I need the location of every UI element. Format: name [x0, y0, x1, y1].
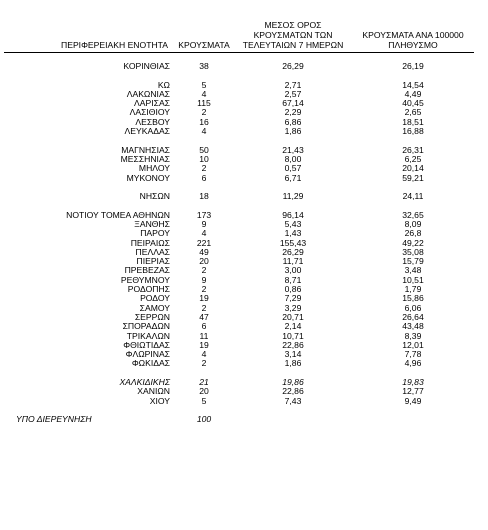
- cell-cases: 4: [201, 88, 207, 99]
- cell-cases: 2: [201, 107, 207, 118]
- cell-region: ΣΠΟΡΑΔΩΝ: [122, 321, 170, 332]
- cell-cases: 9: [201, 218, 207, 229]
- cell-per100k: 18,51: [402, 116, 424, 127]
- cell-per100k: 49,22: [402, 237, 424, 248]
- cell-avg7: 26,29: [282, 60, 304, 71]
- cell-per100k: 43,48: [402, 321, 424, 332]
- cell-region: ΣΑΜΟΥ: [139, 302, 170, 313]
- cell-cases: 21: [199, 377, 209, 388]
- cell-avg7: 11,29: [282, 191, 304, 202]
- cell-per100k: 15,79: [402, 256, 424, 267]
- cell-avg7: 3,00: [284, 265, 302, 276]
- cell-region: ΧΑΛΚΙΔΙΚΗΣ: [119, 377, 170, 388]
- cell-region: ΧΙΟΥ: [149, 395, 170, 406]
- cell-region: ΠΑΡΟΥ: [140, 228, 170, 239]
- cell-cases: 18: [199, 191, 209, 202]
- table-row: [4, 192, 474, 201]
- cell-cases: 49: [199, 246, 209, 257]
- cell-cases: 221: [196, 237, 212, 248]
- table-header: [4, 10, 474, 52]
- header-region: ΠΕΡΙΦΕΡΕΙΑΚΗ ΕΝΟΤΗΤΑ: [61, 39, 168, 50]
- cell-cases: 4: [201, 349, 207, 360]
- cell-region: ΦΛΩΡΙΝΑΣ: [125, 349, 170, 360]
- cell-cases: 19: [199, 339, 209, 350]
- cell-per100k: 1,79: [404, 284, 422, 295]
- header-per100k: ΚΡΟΥΣΜΑΤΑ ΑΝΑ 100000 ΠΛΗΘΥΣΜΟ: [362, 29, 464, 50]
- cell-per100k: 15,86: [402, 293, 424, 304]
- cell-per100k: 7,78: [404, 349, 422, 360]
- cell-avg7: 1,43: [284, 228, 302, 239]
- cell-per100k: [352, 415, 474, 424]
- cell-per100k: 12,01: [402, 339, 424, 350]
- cell-cases: 2: [201, 302, 207, 313]
- cell-region: ΦΩΚΙΔΑΣ: [131, 358, 170, 369]
- header-cases: ΚΡΟΥΣΜΑΤΑ: [178, 39, 230, 50]
- cell-per100k: 40,45: [402, 98, 424, 109]
- cell-per100k: 16,88: [402, 126, 424, 137]
- cell-region: ΜΗΛΟΥ: [138, 163, 170, 174]
- cell-cases: 16: [199, 116, 209, 127]
- table-row: [4, 322, 474, 331]
- cell-region: ΣΕΡΡΩΝ: [134, 311, 170, 322]
- cell-region: ΛΕΥΚΑΔΑΣ: [124, 126, 170, 137]
- cell-avg7: 1,86: [284, 358, 302, 369]
- cell-avg7: 2,29: [284, 107, 302, 118]
- cell-cases: 2: [201, 163, 207, 174]
- cell-per100k: 6,06: [404, 302, 422, 313]
- cell-per100k: 24,11: [402, 191, 424, 202]
- cell-per100k: 26,19: [402, 60, 424, 71]
- cell-per100k: 9,49: [404, 395, 422, 406]
- cell-per100k: 4,96: [404, 358, 422, 369]
- cell-region: ΠΙΕΡΙΑΣ: [136, 256, 170, 267]
- cell-avg7: 2,14: [284, 321, 302, 332]
- table-row: [4, 294, 474, 303]
- cell-per100k: 26,8: [404, 228, 422, 239]
- table-row: [4, 80, 474, 89]
- table-row: [4, 173, 474, 182]
- cell-avg7: 26,29: [282, 246, 304, 257]
- cell-region: ΥΠΟ ΔΙΕΡΕΥΝΗΣΗ: [16, 414, 92, 425]
- table-row: [4, 257, 474, 266]
- cell-avg7: 0,86: [284, 284, 302, 295]
- table-row: [4, 415, 474, 424]
- cell-region: ΠΡΕΒΕΖΑΣ: [124, 265, 170, 276]
- cell-avg7: 6,86: [284, 116, 302, 127]
- cell-cases: 115: [197, 98, 211, 109]
- cell-region: ΤΡΙΚΑΛΩΝ: [126, 330, 170, 341]
- cell-region: ΧΑΝΙΩΝ: [137, 386, 170, 397]
- cell-region: ΠΕΙΡΑΙΩΣ: [130, 237, 170, 248]
- cell-avg7: 8,00: [284, 153, 302, 164]
- cell-cases: 11: [199, 330, 209, 341]
- cell-avg7: 1,86: [284, 126, 302, 137]
- cell-region: ΞΑΝΘΗΣ: [134, 218, 170, 229]
- table-row: [4, 62, 474, 71]
- table-row: [4, 350, 474, 359]
- table-row: [4, 211, 474, 220]
- table-row: [4, 145, 474, 154]
- cell-cases: 5: [201, 395, 207, 406]
- cell-per100k: 20,14: [402, 163, 424, 174]
- cell-per100k: 32,65: [402, 209, 424, 220]
- cell-region: ΜΥΚΟΝΟΥ: [126, 172, 170, 183]
- cell-avg7: 6,71: [284, 172, 302, 183]
- table-row: [4, 276, 474, 285]
- cell-per100k: 10,51: [402, 274, 424, 285]
- cell-region: ΠΕΛΛΑΣ: [135, 246, 170, 257]
- cell-cases: 100: [196, 414, 212, 425]
- cell-avg7: 21,43: [282, 144, 304, 155]
- cell-cases: 10: [199, 153, 209, 164]
- table-row: [4, 396, 474, 405]
- cell-cases: 19: [199, 293, 209, 304]
- cell-avg7: 2,57: [284, 88, 302, 99]
- cell-region: ΛΕΣΒΟΥ: [135, 116, 170, 127]
- cell-avg7: 155,43: [279, 237, 307, 248]
- cell-per100k: 59,21: [402, 172, 424, 183]
- cell-region: ΝΟΤΙΟΥ ΤΟΜΕΑ ΑΘΗΝΩΝ: [66, 209, 170, 220]
- cell-region: ΦΘΙΩΤΙΔΑΣ: [123, 339, 170, 350]
- cell-cases: 4: [201, 126, 207, 137]
- cell-region: ΜΑΓΝΗΣΙΑΣ: [121, 144, 170, 155]
- cell-avg7: 8,71: [284, 274, 302, 285]
- header-avg7: ΜΕΣΟΣ ΟΡΟΣ ΚΡΟΥΣΜΑΤΩΝ ΤΩΝ ΤΕΛΕΥΤΑΙΩΝ 7 ΗΜΕΡΩΝ: [242, 19, 344, 50]
- cell-avg7: 22,86: [282, 339, 304, 350]
- cell-avg7: 22,86: [282, 386, 304, 397]
- cases-table: [4, 10, 474, 424]
- table-row: [4, 387, 474, 396]
- cell-region: ΡΟΔΟΠΗΣ: [127, 284, 170, 295]
- cell-per100k: 19,83: [402, 377, 424, 388]
- cell-region: ΡΟΔΟΥ: [140, 293, 170, 304]
- cell-avg7: 0,57: [284, 163, 302, 174]
- table-row: [4, 220, 474, 229]
- table-row: [4, 127, 474, 136]
- cell-region: ΚΟΡΙΝΘΙΑΣ: [123, 60, 170, 71]
- cell-cases: 6: [201, 321, 207, 332]
- cell-region: ΝΗΣΩΝ: [139, 191, 170, 202]
- cell-avg7: 10,71: [282, 330, 304, 341]
- cell-region: ΚΩ: [157, 79, 170, 90]
- table-row: [4, 164, 474, 173]
- cell-cases: 38: [199, 60, 209, 71]
- cell-avg7: 2,71: [284, 79, 302, 90]
- cell-per100k: 12,77: [402, 386, 424, 397]
- cell-avg7: 11,71: [282, 256, 304, 267]
- cell-cases: 173: [196, 209, 212, 220]
- table-row: [4, 341, 474, 350]
- cell-avg7: 3,14: [284, 349, 302, 360]
- table-body: [4, 52, 474, 424]
- cell-avg7: 3,29: [284, 302, 302, 313]
- cell-avg7: 19,86: [282, 377, 304, 388]
- cell-region: ΜΕΣΣΗΝΙΑΣ: [120, 153, 170, 164]
- cell-per100k: 35,08: [402, 246, 424, 257]
- cell-per100k: 3,48: [404, 265, 422, 276]
- cell-avg7: [234, 415, 352, 424]
- cell-cases: 47: [199, 311, 209, 322]
- spacer-row: [4, 71, 474, 80]
- cell-per100k: 4,49: [404, 88, 422, 99]
- cell-per100k: 2,65: [404, 107, 422, 118]
- cell-per100k: 14,54: [402, 79, 424, 90]
- cell-region: ΡΕΘΥΜΝΟΥ: [120, 274, 170, 285]
- cell-per100k: 6,25: [404, 153, 422, 164]
- cell-per100k: 26,31: [402, 144, 424, 155]
- cell-region: ΛΑΣΙΘΙΟΥ: [129, 107, 170, 118]
- cell-region: ΛΑΚΩΝΙΑΣ: [126, 88, 170, 99]
- cell-cases: 50: [199, 144, 209, 155]
- cell-cases: 2: [201, 284, 207, 295]
- cell-avg7: 5,43: [284, 218, 302, 229]
- table-row: [4, 99, 474, 108]
- cell-cases: 9: [201, 274, 207, 285]
- cell-per100k: 8,09: [404, 218, 422, 229]
- cell-cases: 4: [201, 228, 207, 239]
- cell-cases: 2: [201, 265, 207, 276]
- cell-avg7: 7,43: [284, 395, 302, 406]
- cell-cases: 20: [199, 256, 209, 267]
- cell-region: ΛΑΡΙΣΑΣ: [134, 98, 170, 109]
- cell-per100k: 8,39: [404, 330, 422, 341]
- cell-cases: 20: [199, 386, 209, 397]
- cell-avg7: 67,14: [282, 98, 304, 109]
- cell-avg7: 7,29: [284, 293, 302, 304]
- cell-per100k: 26,64: [402, 311, 424, 322]
- cell-avg7: 96,14: [282, 209, 304, 220]
- table-row: [4, 359, 474, 368]
- cell-cases: 2: [201, 358, 207, 369]
- cell-cases: 5: [201, 79, 207, 90]
- cell-cases: 6: [201, 172, 207, 183]
- cell-avg7: 20,71: [282, 311, 304, 322]
